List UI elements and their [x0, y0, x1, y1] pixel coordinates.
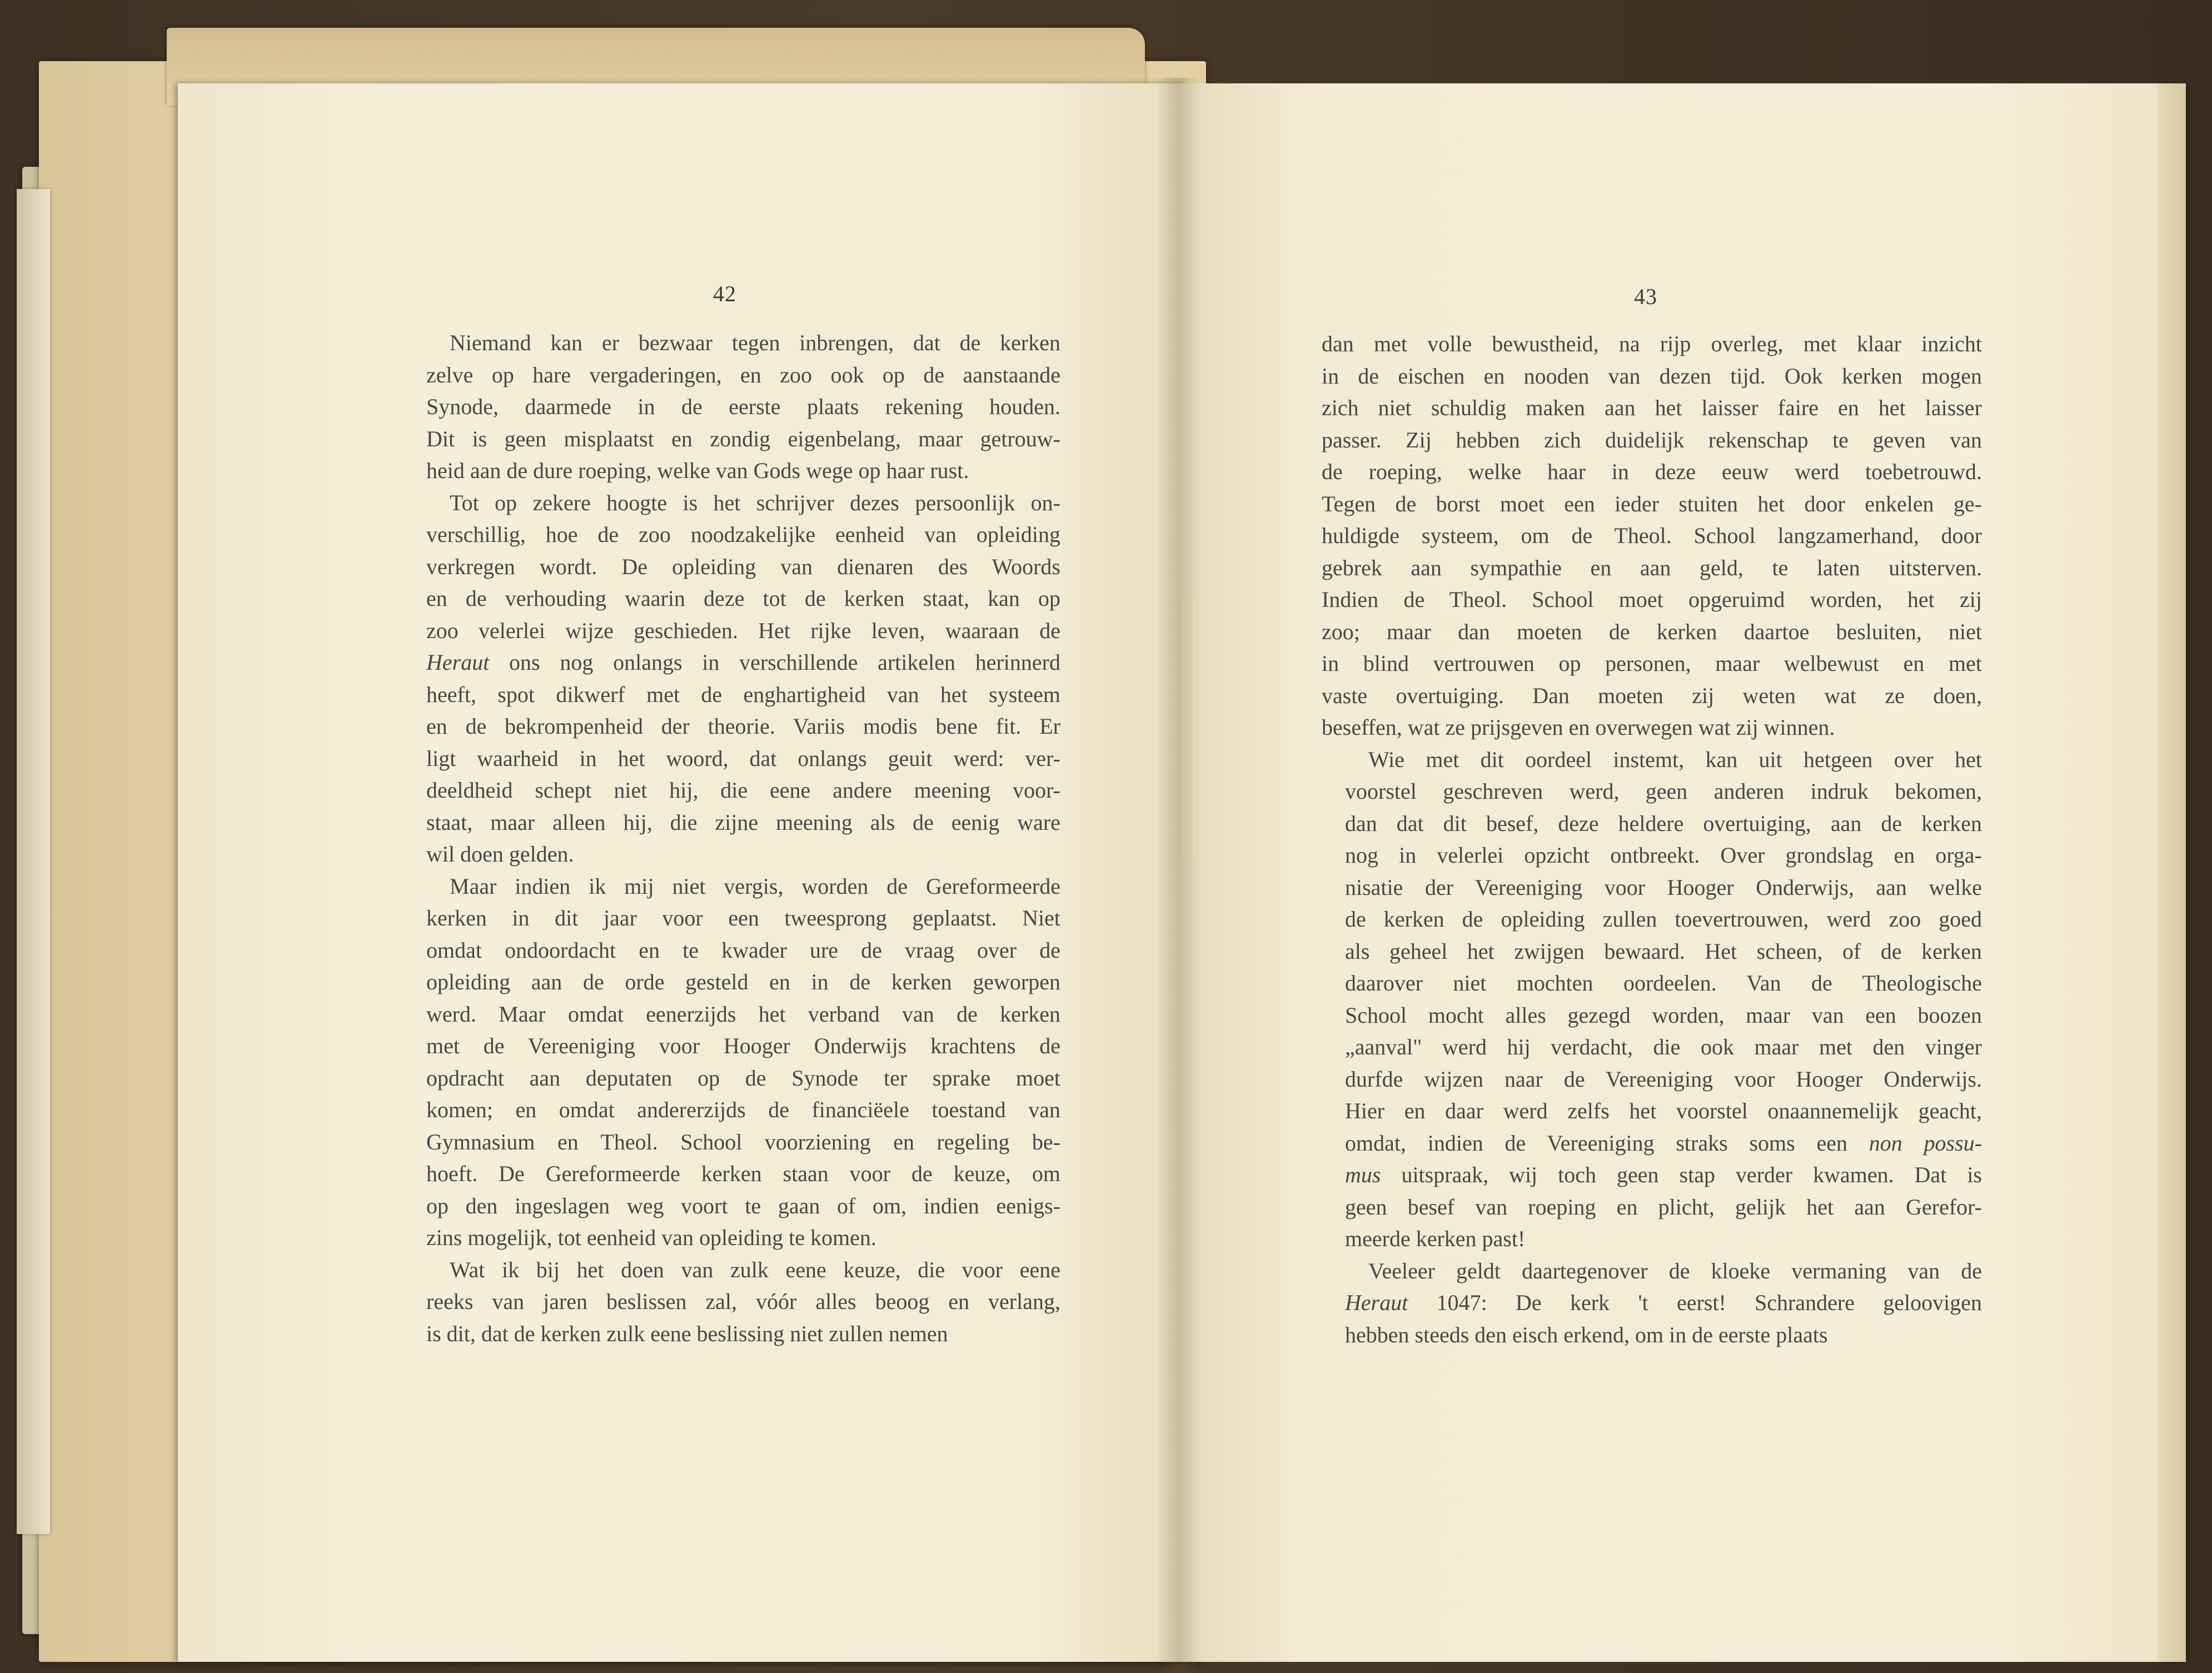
text-line: in de eischen en nooden van dezen tijd. Ook kerken mogen	[1322, 363, 1982, 389]
text-line: nisatie der Vereeniging voor Hooger Onderwijs, aan welke	[1345, 874, 1982, 900]
text-line: Tegen de borst moet een ieder stuiten het door enkelen ge-	[1322, 491, 1982, 516]
text-line: geen besef van roeping en plicht, gelijk het aan Gerefor-	[1345, 1194, 1982, 1219]
paragraph	[1322, 744, 1982, 1255]
text-line: nog in velerlei opzicht ontbreekt. Over grondslag en orga-	[1345, 843, 1982, 868]
text-line: wil doen gelden.	[426, 842, 574, 867]
text-line: de kerken de opleiding zullen toevertrouwen, werd zoo goed	[1345, 907, 1982, 932]
text-line: heeft, spot dikwerf met de enghartigheid van het systeem	[426, 681, 1060, 707]
text-line: verschillig, hoe de zoo noodzakelijke eenheid van opleiding	[426, 522, 1060, 547]
text-line: gebrek aan sympathie en aan geld, te laten uitsterven.	[1322, 555, 1982, 580]
text-line: huldigde systeem, om de Theol. School langzamerhand, door	[1322, 523, 1982, 548]
text-line: omdat ondoordacht en te kwader ure de vraag over de	[426, 937, 1060, 963]
text-line: meerde kerken past!	[1345, 1226, 1526, 1251]
gutter-crease	[1183, 600, 1195, 856]
text-line: Heraut 1047: De kerk 't eerst! Schrandere geloovigen	[1345, 1290, 1982, 1315]
text-line: en de bekrompenheid der theorie. Variis modis bene fit. Er	[426, 714, 1060, 739]
text-line: op den ingeslagen weg voort te gaan of om, indien eenigs-	[426, 1193, 1060, 1218]
text-line: Heraut ons nog onlangs in verschillende artikelen herinnerd	[426, 650, 1060, 675]
right-page-edge	[2159, 83, 2186, 1662]
text-line: werd. Maar omdat eenerzijds het verband van de kerken	[426, 1001, 1060, 1027]
italic-term: Heraut	[426, 650, 490, 675]
text-line: Wat ik bij het doen van zulk eene keuze, die voor eene	[450, 1257, 1060, 1282]
cover-left-edge	[17, 189, 50, 1534]
text-line: kerken in dit jaar voor een tweesprong geplaatst. Niet	[426, 905, 1060, 930]
text-line: de roeping, welke haar in deze eeuw werd toebetrouwd.	[1322, 459, 1982, 484]
text-line: omdat, indien de Vereeniging straks soms een non possu-	[1345, 1130, 1982, 1156]
text-line: als geheel het zwijgen bewaard. Het scheen, of de kerken	[1345, 938, 1982, 964]
text-line: Hier en daar werd zelfs het voorstel onaannemelijk geacht,	[1345, 1098, 1982, 1123]
text-line: „aanval" werd hij verdacht, die ook maar met den vinger	[1345, 1034, 1982, 1059]
italic-term: mus	[1345, 1162, 1381, 1187]
text-line: voorstel geschreven werd, geen anderen indruk bekomen,	[1345, 779, 1982, 804]
text-line: Gymnasium en Theol. School voorziening en regeling be-	[426, 1129, 1060, 1154]
text-line: met de Vereeniging voor Hooger Onderwijs krachtens de	[426, 1033, 1060, 1058]
text-line: deeldheid schept niet hij, die eene andere meening voor-	[426, 778, 1060, 803]
text-line: Niemand kan er bezwaar tegen inbrengen, dat de kerken	[450, 330, 1060, 355]
text-line: opleiding aan de orde gesteld en in de kerken geworpen	[426, 969, 1060, 994]
text-line: Wie met dit oordeel instemt, kan uit hetgeen over het	[1368, 746, 1982, 772]
left-page-text	[403, 327, 1060, 1350]
text-line: beseffen, wat ze prijsgeven en overwegen wat zij winnen.	[1322, 715, 1835, 740]
text-line: vaste overtuiging. Dan moeten zij weten wat ze doen,	[1322, 683, 1982, 708]
text-line: zich niet schuldig maken aan het laisser faire en het laisser	[1322, 395, 1982, 420]
text-line: daarover niet mochten oordeelen. Van de Theologische	[1345, 970, 1982, 995]
text-line: ligt waarheid in het woord, dat onlangs geuit werd: ver-	[426, 745, 1060, 771]
text-line: staat, maar alleen hij, die zijne meening als de eenig ware	[426, 809, 1060, 835]
left-page-number: 42	[713, 281, 736, 306]
text-line: School mocht alles gezegd worden, maar van een boozen	[1345, 1002, 1982, 1028]
text-line: hoeft. De Gereformeerde kerken staan voor de keuze, om	[426, 1161, 1060, 1186]
italic-term: non possu-	[1869, 1130, 1982, 1156]
text-line: Indien de Theol. School moet opgeruimd worden, het zij	[1322, 587, 1982, 612]
text-line: mus uitspraak, wij toch geen stap verder kwamen. Dat is	[1345, 1162, 1982, 1187]
text-line: Maar indien ik mij niet vergis, worden de Gereformeerde	[450, 873, 1060, 899]
paragraph	[403, 327, 1060, 487]
text-line: zoo; maar dan moeten de kerken daartoe besluiten, niet	[1322, 619, 1982, 644]
text-line: is dit, dat de kerken zulk eene beslissing niet zullen nemen	[426, 1321, 948, 1346]
text-line: zoo velerlei wijze geschieden. Het rijke leven, waaraan de	[426, 618, 1060, 643]
paragraph	[403, 1254, 1060, 1350]
text-line: in blind vertrouwen op personen, maar welbewust en met	[1322, 651, 1982, 676]
text-line: passer. Zij hebben zich duidelijk rekenschap te geven van	[1322, 427, 1982, 452]
right-page-text	[1322, 328, 1982, 1351]
paragraph	[403, 487, 1060, 870]
text-line: zins mogelijk, tot eenheid van opleiding te komen.	[426, 1225, 876, 1250]
text-line: en de verhouding waarin deze tot de kerken staat, kan op	[426, 586, 1060, 611]
paragraph	[1322, 328, 1982, 744]
text-line: opdracht aan deputaten op de Synode ter sprake moet	[426, 1065, 1060, 1091]
paragraph	[1322, 1255, 1982, 1351]
text-line: Synode, daarmede in de eerste plaats rekening houden.	[426, 394, 1060, 419]
text-line: reeks van jaren beslissen zal, vóór alles beoog en verlang,	[426, 1289, 1060, 1314]
text-line: hebben steeds den eisch erkend, om in de eerste plaats	[1345, 1322, 1828, 1347]
text-line: verkregen wordt. De opleiding van dienaren des Woords	[426, 554, 1060, 579]
text-line: Dit is geen misplaatst en zondig eigenbelang, maar getrouw-	[426, 426, 1060, 451]
text-line: Tot op zekere hoogte is het schrijver dezes persoonlijk on-	[450, 490, 1060, 515]
text-line: Veeleer geldt daartegenover de kloeke vermaning van de	[1368, 1258, 1982, 1283]
text-line: heid aan de dure roeping, welke van Gods wege op haar rust.	[426, 458, 969, 483]
text-line: durfde wijzen naar de Vereeniging voor Hooger Onderwijs.	[1345, 1066, 1982, 1092]
text-line: zelve op hare vergaderingen, en zoo ook op de aanstaande	[426, 362, 1060, 387]
text-line: komen; en omdat andererzijds de financiëele toestand van	[426, 1097, 1060, 1122]
text-line: dan dat dit besef, deze heldere overtuiging, aan de kerken	[1345, 810, 1982, 836]
text-line: dan met volle bewustheid, na rijp overleg, met klaar inzicht	[1322, 331, 1982, 356]
book-spine	[1156, 78, 1200, 1673]
right-page-number: 43	[1634, 284, 1657, 309]
paragraph	[403, 870, 1060, 1254]
italic-term: Heraut	[1345, 1290, 1408, 1315]
